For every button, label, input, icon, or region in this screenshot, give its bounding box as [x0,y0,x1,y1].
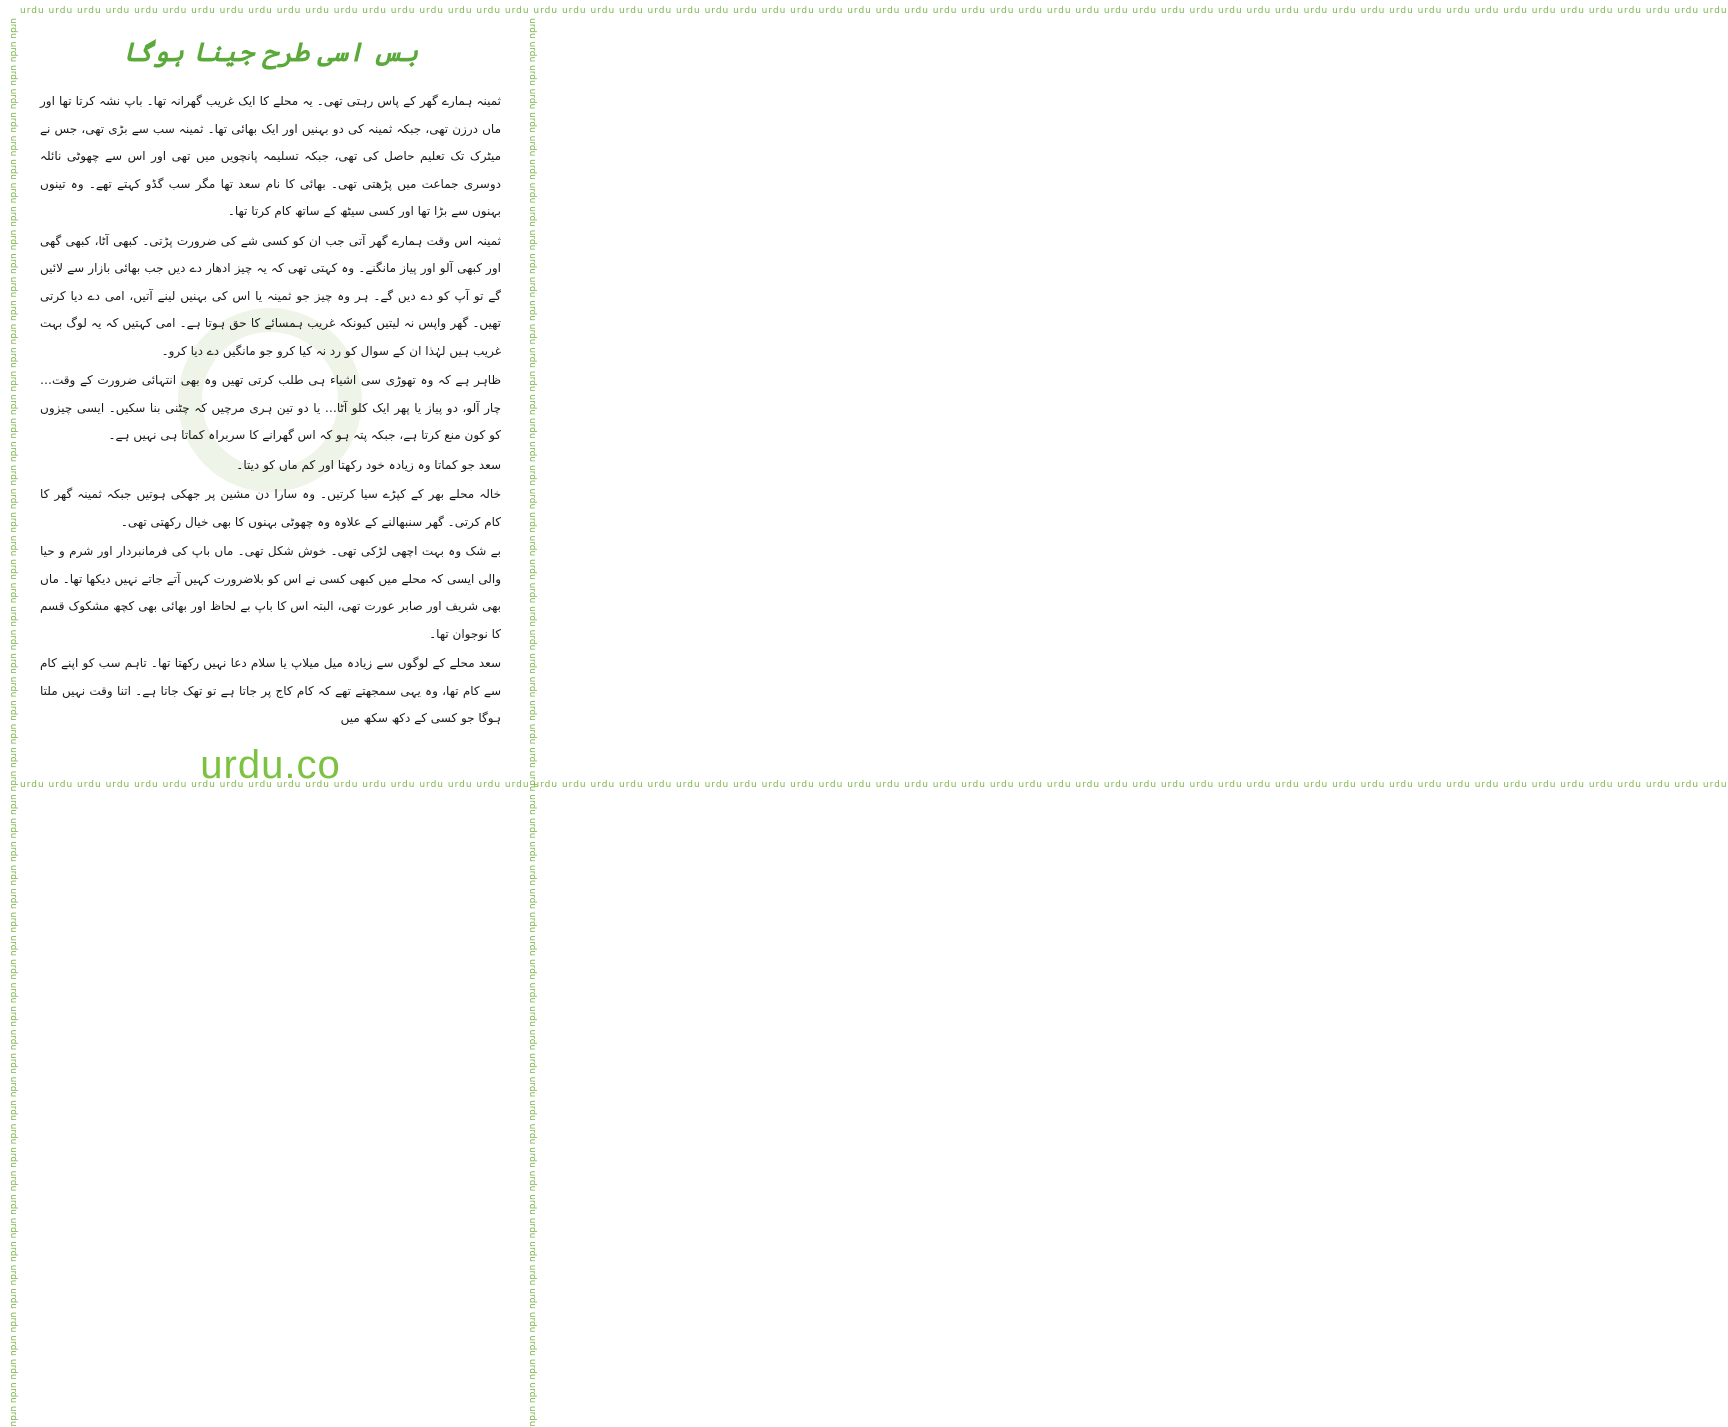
paragraph: بے شک وہ بہت اچھی لڑکی تھی۔ خوش شکل تھی۔ ماں باپ کی فرمانبردار اور شرم و حیا والی ایسی کہ محلے میں کبھی کسی نے اس کو بلاضرورت کہیں آتے جاتے نہیں دیکھا تھا۔ ماں بھی شریف اور صابر عورت تھی، البتہ اس کا باپ بے لحاظ اور بھائی بھی کچھ مشکوک قسم کا نوجوان تھا۔ [40,544,501,641]
decorative-border-right: urdu urdu urdu urdu urdu urdu urdu urdu urdu urdu urdu urdu urdu urdu urdu urdu urdu urdu urdu urdu urdu urdu urdu urdu urdu urdu urdu urdu urdu urdu urdu urdu urdu urdu urdu urdu urdu urdu urdu urdu urdu urdu urdu urdu urdu urdu urdu urdu urdu urdu urdu urdu urdu urdu urdu urdu urdu urdu urdu urdu [527,18,537,1427]
paragraph: سعد محلے کے لوگوں سے زیادہ میل میلاپ یا سلام دعا نہیں رکھتا تھا۔ تاہم سب کو اپنے کام سے کام تھا، وہ یہی سمجھتے تھے کہ کام کاج پر جاتا ہے تو تھک جاتا ہے۔ اتنا وقت نہیں ملتا ہوگا جو کسی کے دکھ سکھ میں [40,656,501,725]
paragraph: سعد جو کماتا وہ زیادہ خود رکھتا اور کم ماں کو دیتا۔ [236,457,501,472]
story-body [40,88,501,735]
decorative-border-left: urdu urdu urdu urdu urdu urdu urdu urdu urdu urdu urdu urdu urdu urdu urdu urdu urdu urdu urdu urdu urdu urdu urdu urdu urdu urdu urdu urdu urdu urdu urdu urdu urdu urdu urdu urdu urdu urdu urdu urdu urdu urdu urdu urdu urdu urdu urdu urdu urdu urdu urdu urdu urdu urdu urdu urdu urdu urdu urdu urdu [8,18,18,1427]
story-title: بس اسی طرح جینا ہوگا [122,38,419,68]
paragraph: خالہ محلے بھر کے کپڑے سیا کرتیں۔ وہ سارا دن مشین پر جھکی ہوتیں جبکہ ثمینہ گھر کا کام کرتی۔ گھر سنبھالنے کے علاوہ وہ چھوٹی بہنوں کا بھی خیال رکھتی تھی۔ [40,487,501,529]
site-logo: urdu.co [200,743,341,787]
decorative-border-bottom: urdu urdu urdu urdu urdu urdu urdu urdu urdu urdu urdu urdu urdu urdu urdu urdu urdu urdu urdu urdu urdu urdu urdu urdu urdu urdu urdu urdu urdu urdu urdu urdu urdu urdu urdu urdu urdu urdu urdu urdu urdu urdu urdu urdu urdu urdu urdu urdu urdu urdu urdu urdu urdu urdu urdu urdu urdu urdu urdu urdu [20,780,1728,790]
decorative-border-top: urdu urdu urdu urdu urdu urdu urdu urdu urdu urdu urdu urdu urdu urdu urdu urdu urdu urdu urdu urdu urdu urdu urdu urdu urdu urdu urdu urdu urdu urdu urdu urdu urdu urdu urdu urdu urdu urdu urdu urdu urdu urdu urdu urdu urdu urdu urdu urdu urdu urdu urdu urdu urdu urdu urdu urdu urdu urdu urdu urdu [20,6,1728,16]
paragraph: ثمینہ اس وقت ہمارے گھر آتی جب ان کو کسی شے کی ضرورت پڑتی۔ کبھی آٹا، کبھی گھی اور کبھی آلو اور پیاز مانگنے۔ وہ کہتی تھی کہ یہ چیز ادھار دے دیں جب بھائی بازار سے لائیں گے تو آپ کو دے دیں گے۔ ہر وہ چیز جو ثمینہ یا اس کی بہنیں لینے آتیں، امی دے دیا کرتی تھیں۔ گھر واپس نہ لیتیں کیونکہ غریب ہمسائے کا حق ہوتا ہے۔ امی کہتیں کہ یہ لوگ بہت غریب ہیں لہٰذا ان کے سوال کو رد نہ کیا کرو جو مانگیں دے دیا کرو۔ [40,233,501,358]
paragraph: ظاہر ہے کہ وہ تھوڑی سی اشیاء ہی طلب کرتی تھیں وہ بھی انتہائی ضرورت کے وقت… چار آلو، دو پیاز یا پھر ایک کلو آٹا… یا دو تین ہری مرچیں کہ چٹنی بنا سکیں۔ ایسی چیزوں کو کون منع کرتا ہے، جبکہ پتہ ہو کہ اس گھرانے کا سربراہ کماتا ہی نہیں ہے۔ [40,373,501,442]
paragraph: ثمینہ ہمارے گھر کے پاس رہتی تھی۔ یہ محلے کا ایک غریب گھرانہ تھا۔ باپ نشہ کرتا تھا اور ماں درزن تھی، جبکہ ثمینہ کی دو بہنیں اور ایک بھائی تھا۔ ثمینہ سب سے بڑی تھی، جس نے میٹرک تک تعلیم حاصل کی تھی، جبکہ تسلیمہ پانچویں میں تھی اور اس سے چھوٹی نائلہ دوسری جماعت میں پڑھتی تھی۔ بھائی کا نام سعد تھا مگر سب گڈو کہتے تھے۔ وہ تینوں بہنوں سے بڑا تھا اور کسی سیٹھ کے ساتھ کام کرتا تھا۔ [40,94,501,218]
